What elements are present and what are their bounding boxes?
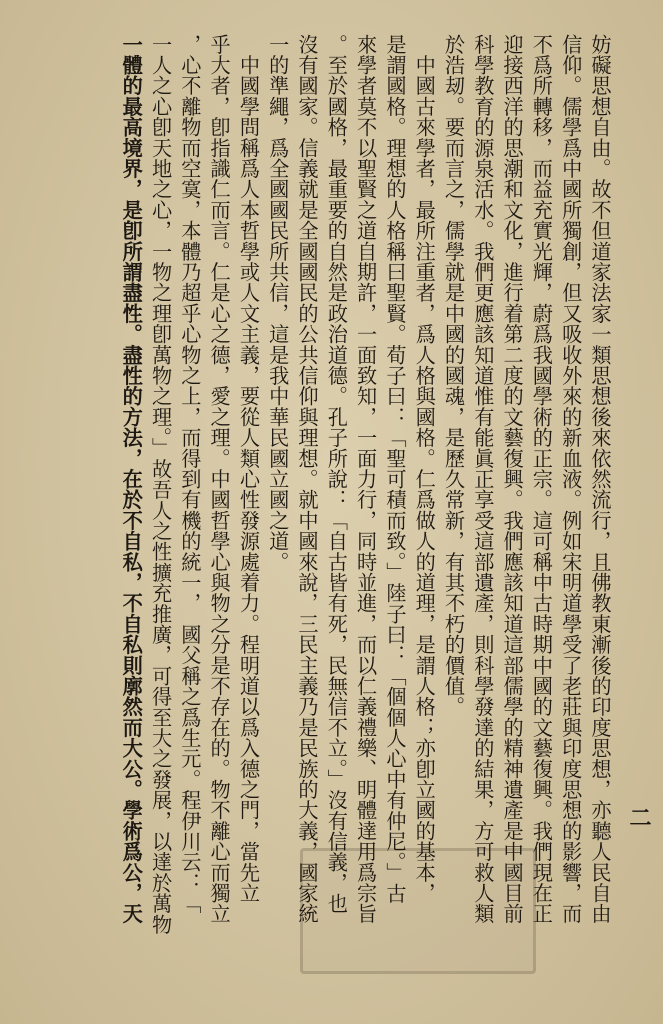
text-column: ，心不離物而空寞，本體乃超乎心物之上，而得到有機的統一， 國父稱之爲生元。程伊川云：「 <box>177 34 202 914</box>
text-column: 妨礙思想自由。故不但道家法家一類思想後來依然流行，且佛教東漸後的印度思想，亦聽人民自由 <box>588 34 612 925</box>
text-column: 中國學問稱爲人本哲學或人文主義，要從人類心性發源處着力。程明道以爲入德之門，當先立 <box>236 34 261 904</box>
text-column: 不爲所轉移，而益充實光輝，蔚爲我國學術的正宗。這可稱中古時期中國的文藝復興。我們現在正 <box>529 34 554 925</box>
text-column: 一人之心卽天地之心，一物之理卽萬物之理。」故吾人之性擴充推廣，可得至大之發展，以達於萬物 <box>148 34 173 935</box>
text-column: 來學者莫不以聖賢之道自期許，一面致知，一面力行，同時並進，而以仁義禮樂、明體達用爲宗旨 <box>353 34 378 925</box>
vertical-text-block <box>54 34 614 994</box>
text-column: 。至於國格，最重要的自然是政治道德。孔子所說：「自古皆有死，民無信不立。」沒有信義，也 <box>324 34 349 914</box>
text-column: 於浩刼。要而言之，儒學就是中國的國魂，是歷久常新，有其不朽的價值。 <box>441 34 466 718</box>
text-column: 沒有國家。信義就是全國國民的公共信仰與理想。就中國來說，三民主義乃是民族的大義，國家統 <box>295 34 320 925</box>
page-number: 二 <box>626 806 652 828</box>
text-column: 一的準繩，爲全國國民所共信，這是我中華民國立國之道。 <box>265 34 290 573</box>
text-column: 信仰。儒學爲中國所獨創，但又吸收外來的新血液。例如宋明道學受了老莊與印度思想的影響，而 <box>558 34 583 925</box>
text-column: 中國古來學者，最所注重者，爲人格與國格。仁爲做人的道理，是謂人格；亦卽立國的基本， <box>412 34 437 904</box>
text-column: 是謂國格。理想的人格稱曰聖賢。荀子曰：「聖可積而致。」陸子曰：「個個人心中有仲尼。」古 <box>382 34 407 904</box>
text-column: 科學教育的源泉活水。我們更應該知道惟有能眞正享受這部遺產，則科學發達的結果，方可救人類 <box>470 34 495 925</box>
text-column-bold: 一體的最高境界，是卽所謂盡性。盡性的方法，在於不自私，不自私則廓然而大公。學術爲公，天 <box>119 34 144 925</box>
text-column: 迎接西洋的思潮和文化，進行着第二度的文藝復興。我們應該知道這部儒學的精神遺產是中國目前 <box>500 34 525 925</box>
text-column: 乎大者，卽指識仁而言。仁是心之德，愛之理。中國哲學心與物之分是不存在的。物不離心而獨立 <box>207 34 232 925</box>
